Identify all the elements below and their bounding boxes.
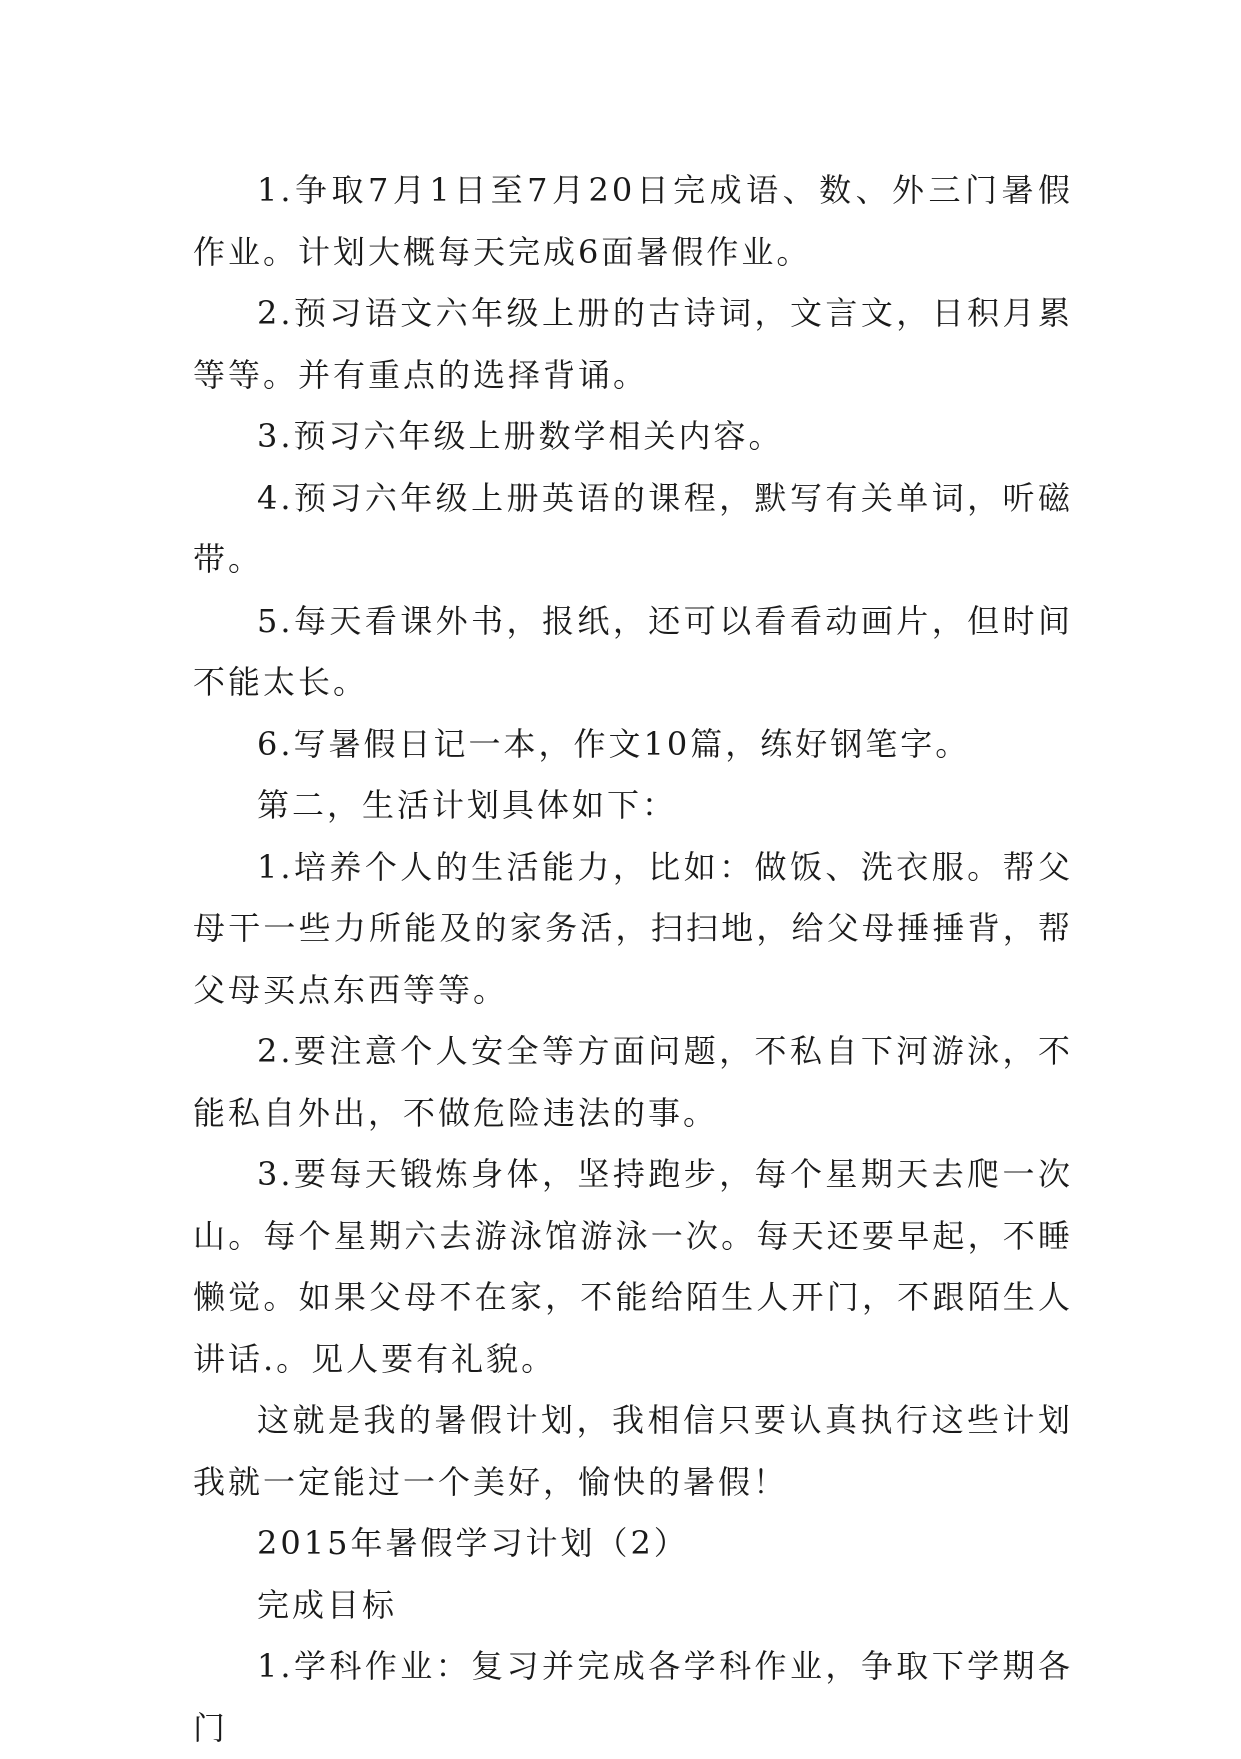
section-title-plan-2: 2015年暑假学习计划（2） bbox=[257, 1524, 689, 1562]
paragraph-diary: 6.写暑假日记一本，作文10篇，练好钢笔字。 bbox=[257, 724, 971, 763]
paragraph-life-skills: 1.培养个人的生活能力，比如：做饭、洗衣服。帮父母干一些力所能及的家务活，扫扫地，给父母捶捶背，帮父母买点东西等等。 bbox=[193, 847, 1073, 1009]
paragraph-chinese-preview: 2.预习语文六年级上册的古诗词，文言文，日积月累等等。并有重点的选择背诵。 bbox=[193, 294, 1073, 394]
paragraph-english-preview: 4.预习六年级上册英语的课程，默写有关单词，听磁带。 bbox=[193, 478, 1073, 578]
paragraph-safety: 2.要注意个人安全等方面问题，不私自下河游泳，不能私自外出，不做危险违法的事。 bbox=[193, 1032, 1073, 1132]
paragraph-conclusion: 这就是我的暑假计划，我相信只要认真执行这些计划我就一定能过一个美好，愉快的暑假！ bbox=[193, 1401, 1073, 1501]
section-heading-goals: 完成目标 bbox=[257, 1585, 398, 1624]
paragraph-exercise: 3.要每天锻炼身体，坚持跑步，每个星期天去爬一次山。每个星期六去游泳馆游泳一次。每天还要早起，不睡懒觉。如果父母不在家，不能给陌生人开门，不跟陌生人讲话.。见人要有礼貌。 bbox=[193, 1155, 1073, 1378]
section-heading-life-plan: 第二，生活计划具体如下： bbox=[257, 786, 678, 824]
paragraph-homework-schedule: 1.争取7月1日至7月20日完成语、数、外三门暑假作业。计划大概每天完成6面暑假作业。 bbox=[193, 171, 1073, 271]
document-body bbox=[193, 160, 1073, 1759]
paragraph-math-preview: 3.预习六年级上册数学相关内容。 bbox=[257, 417, 784, 455]
paragraph-subject-homework: 1.学科作业：复习并完成各学科作业，争取下学期各门 bbox=[193, 1647, 1073, 1747]
paragraph-reading: 5.每天看课外书，报纸，还可以看看动画片，但时间不能太长。 bbox=[193, 601, 1073, 701]
